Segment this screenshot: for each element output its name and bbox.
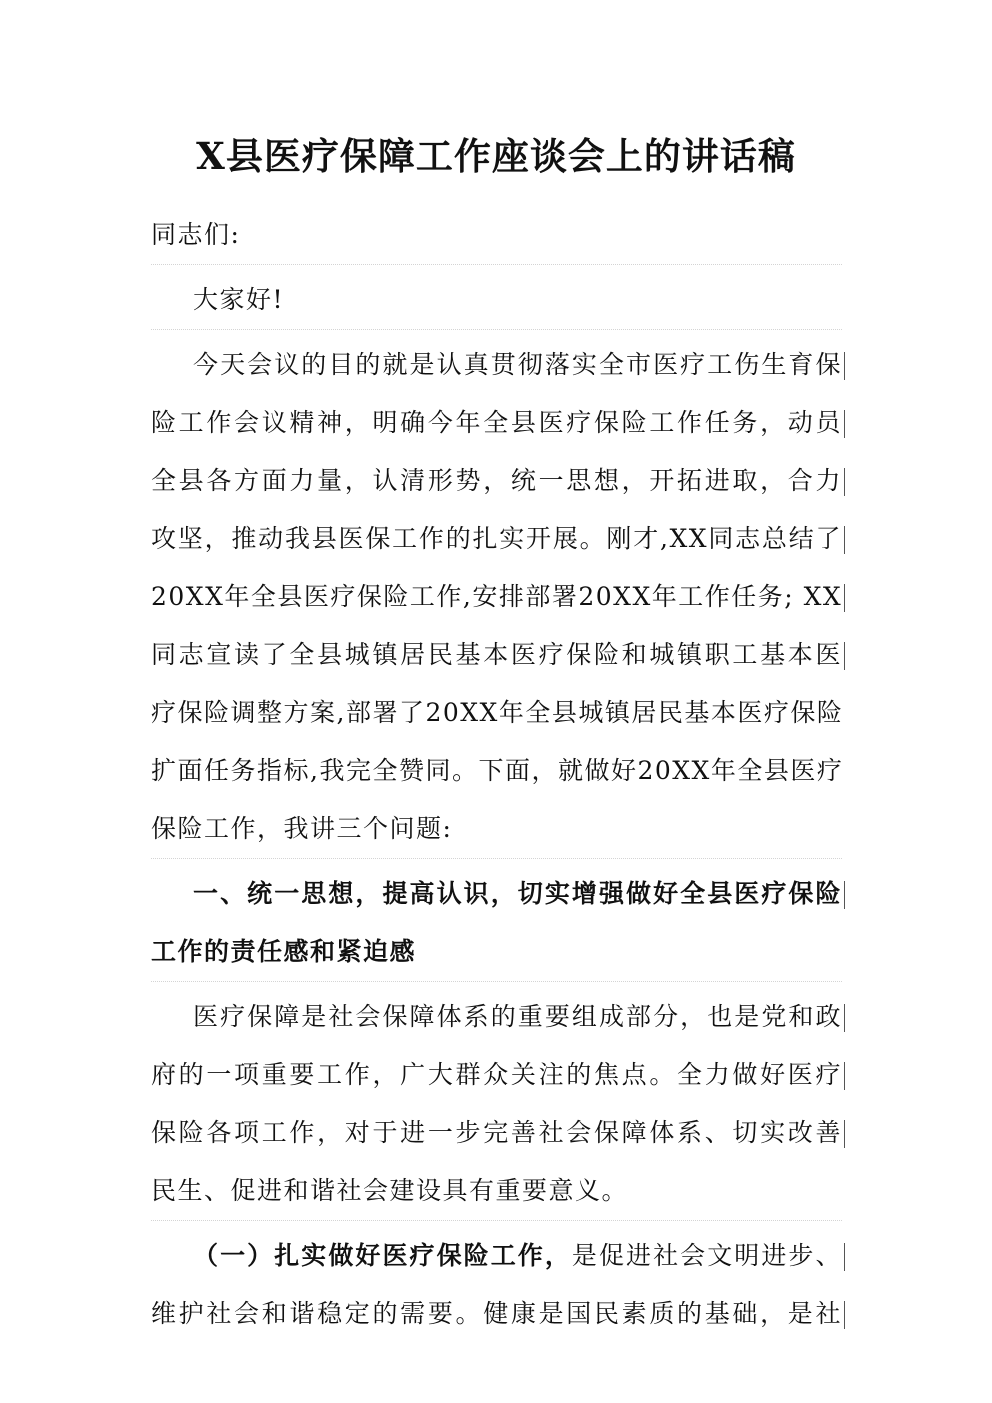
paragraph-line: 保险工作，我讲三个问题: (151, 814, 453, 843)
paragraph-line: 攻坚，推动我县医保工作的扎实开展。刚才,XX同志总结了 (151, 510, 842, 568)
document-title: X县医疗保障工作座谈会上的讲话稿 (196, 134, 796, 178)
paragraph-line: 府的一项重要工作，广大群众关注的焦点。全力做好医疗 (151, 1046, 842, 1104)
paragraph-line: 保险各项工作，对于进一步完善社会保障体系、切实改善 (151, 1104, 842, 1162)
paragraph-2 (151, 988, 842, 1221)
heading-line: 一、统一思想，提高认识，切实增强做好全县医疗保险 (151, 865, 842, 923)
subsection-lead-rest: 是促进社会文明进步、 (571, 1241, 842, 1270)
greeting: 大家好! (151, 271, 842, 330)
heading-line: 工作的责任感和紧迫感 (151, 937, 417, 966)
salutation: 同志们: (151, 206, 842, 265)
paragraph-line: 民生、促进和谐社会建设具有重要意义。 (151, 1176, 629, 1205)
paragraph-intro (151, 336, 842, 859)
paragraph-line: 全县各方面力量，认清形势，统一思想，开拓进取，合力 (151, 452, 842, 510)
subsection-1 (151, 1227, 842, 1343)
paragraph-line: 20XX年全县医疗保险工作,安排部署20XX年工作任务; XX (151, 568, 842, 626)
paragraph-line: 今天会议的目的就是认真贯彻落实全市医疗工伤生育保 (151, 336, 842, 394)
paragraph-line: 医疗保障是社会保障体系的重要组成部分，也是党和政 (151, 988, 842, 1046)
section-heading-1 (151, 865, 842, 982)
subsection-line: 维护社会和谐稳定的需要。健康是国民素质的基础，是社 (151, 1285, 842, 1343)
subsection-lead: （一）扎实做好医疗保险工作， (193, 1241, 572, 1270)
paragraph-line: 险工作会议精神，明确今年全县医疗保险工作任务，动员 (151, 394, 842, 452)
paragraph-line: 同志宣读了全县城镇居民基本医疗保险和城镇职工基本医 (151, 626, 842, 684)
document-body (151, 206, 842, 1343)
paragraph-line: 扩面任务指标,我完全赞同。下面，就做好20XX年全县医疗 (151, 756, 844, 785)
subsection-line (151, 1227, 842, 1285)
paragraph-line: 疗保险调整方案,部署了20XX年全县城镇居民基本医疗保险 (151, 698, 844, 727)
